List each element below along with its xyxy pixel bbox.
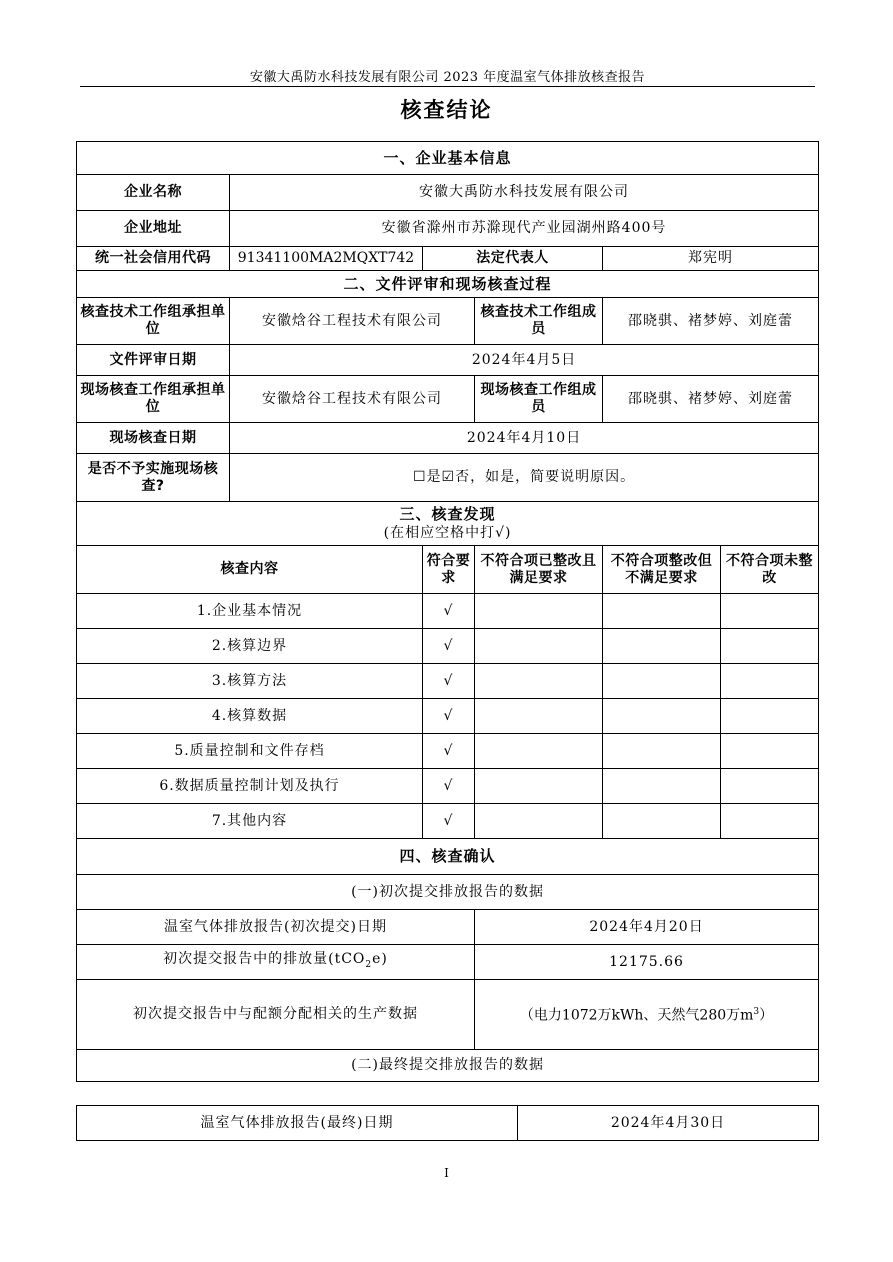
finding-check: √: [423, 804, 475, 839]
doc-review-date: 2024年4月5日: [230, 345, 819, 376]
finding-cell: [721, 629, 819, 664]
site-unit: 安徽焓谷工程技术有限公司: [230, 376, 475, 423]
final-date: 2024年4月30日: [518, 1106, 819, 1141]
site-date-label: 现场核查日期: [77, 423, 230, 454]
finding-cell: [721, 734, 819, 769]
legal-rep: 郑宪明: [603, 247, 819, 271]
finding-item: 2.核算边界: [77, 629, 423, 664]
finding-cell: [721, 769, 819, 804]
no-site-label: 是否不予实施现场核查?: [77, 454, 230, 502]
initial-production-data: [475, 980, 819, 1050]
initial-submission-title: (一)初次提交排放报告的数据: [77, 875, 819, 910]
finding-cell: [721, 664, 819, 699]
table-row: [77, 664, 819, 699]
finding-cell: [603, 594, 721, 629]
finding-check: √: [423, 629, 475, 664]
site-members-label: 现场核查工作组成员: [475, 376, 603, 423]
page-header: 安徽大禹防水科技发展有限公司 2023 年度温室气体排放核查报告: [249, 70, 646, 85]
no-site-checkbox-text: ☐是☑否，如是，简要说明原因。: [230, 454, 819, 502]
finding-check: √: [423, 734, 475, 769]
findings-header-fixed-not-ok: 不符合项整改但不满足要求: [603, 546, 721, 594]
finding-cell: [603, 699, 721, 734]
finding-item: 1.企业基本情况: [77, 594, 423, 629]
final-submission-title: (二)最终提交排放报告的数据: [77, 1050, 819, 1082]
finding-cell: [475, 594, 603, 629]
finding-cell: [603, 664, 721, 699]
initial-emission-label-text: 初次提交报告中的排放量(tCO: [163, 950, 366, 967]
initial-production-suffix: ）: [759, 1007, 774, 1024]
table-row: [77, 769, 819, 804]
table-row: [77, 804, 819, 839]
address-label: 企业地址: [77, 211, 230, 247]
finding-check: √: [423, 699, 475, 734]
co2-subscript: 2: [365, 959, 373, 970]
findings-header-item: 核查内容: [77, 546, 423, 594]
site-unit-label: 现场核查工作组承担单位: [77, 376, 230, 423]
finding-item: 7.其他内容: [77, 804, 423, 839]
section3-title: 三、核查发现: [399, 505, 496, 523]
finding-cell: [475, 664, 603, 699]
finding-check: √: [423, 594, 475, 629]
header-rule: [80, 86, 815, 87]
initial-emission-label-suffix: e): [372, 950, 388, 967]
initial-emission-label: [77, 945, 475, 980]
finding-check: √: [423, 769, 475, 804]
finding-cell: [475, 699, 603, 734]
finding-item: 6.数据质量控制计划及执行: [77, 769, 423, 804]
tech-members: 邵晓骐、褚梦婷、刘庭蕾: [603, 298, 819, 345]
finding-cell: [475, 629, 603, 664]
finding-item: 3.核算方法: [77, 664, 423, 699]
initial-date-label: 温室气体排放报告(初次提交)日期: [77, 910, 475, 945]
initial-date: 2024年4月20日: [475, 910, 819, 945]
page-number: I: [444, 1166, 449, 1180]
section1-title: 一、企业基本信息: [77, 142, 819, 175]
tech-unit: 安徽焓谷工程技术有限公司: [230, 298, 475, 345]
table-row: [77, 594, 819, 629]
section4-title: 四、核查确认: [77, 839, 819, 875]
company-name: 安徽大禹防水科技发展有限公司: [230, 175, 819, 211]
final-date-label: 温室气体排放报告(最终)日期: [77, 1106, 518, 1141]
table-row: [77, 734, 819, 769]
finding-cell: [475, 734, 603, 769]
section2-title: 二、文件评审和现场核查过程: [77, 271, 819, 298]
legal-rep-label: 法定代表人: [423, 247, 603, 271]
finding-cell: [721, 699, 819, 734]
finding-item: 4.核算数据: [77, 699, 423, 734]
tech-members-label: 核查技术工作组成员: [475, 298, 603, 345]
finding-check: √: [423, 664, 475, 699]
finding-cell: [475, 804, 603, 839]
verification-table: [76, 141, 819, 1082]
site-date: 2024年4月10日: [230, 423, 819, 454]
section3-heading: [77, 502, 819, 546]
initial-production-text: （电力1072万kWh、天然气280万m: [519, 1007, 754, 1024]
findings-header-compliant: 符合要求: [423, 546, 475, 594]
company-name-label: 企业名称: [77, 175, 230, 211]
table-row: [77, 629, 819, 664]
address: 安徽省滁州市苏滁现代产业园湖州路400号: [230, 211, 819, 247]
finding-cell: [721, 804, 819, 839]
site-members: 邵晓骐、褚梦婷、刘庭蕾: [603, 376, 819, 423]
finding-cell: [603, 629, 721, 664]
findings-header-fixed-ok: 不符合项已整改且满足要求: [475, 546, 603, 594]
finding-cell: [475, 769, 603, 804]
credit-code: 91341100MA2MQXT742: [230, 247, 423, 271]
initial-emission: 12175.66: [475, 945, 819, 980]
cubic-superscript: 3: [753, 1007, 760, 1018]
final-data-table: [76, 1105, 819, 1141]
finding-cell: [603, 769, 721, 804]
findings-header-not-fixed: 不符合项未整改: [721, 546, 819, 594]
finding-cell: [721, 594, 819, 629]
initial-production-label: 初次提交报告中与配额分配相关的生产数据: [77, 980, 475, 1050]
doc-review-date-label: 文件评审日期: [77, 345, 230, 376]
tech-unit-label: 核查技术工作组承担单位: [77, 298, 230, 345]
finding-cell: [603, 734, 721, 769]
section3-subtitle: (在相应空格中打√): [383, 525, 512, 541]
finding-cell: [603, 804, 721, 839]
finding-item: 5.质量控制和文件存档: [77, 734, 423, 769]
credit-code-label: 统一社会信用代码: [77, 247, 230, 271]
table-row: [77, 699, 819, 734]
page-title: 核查结论: [400, 97, 493, 122]
